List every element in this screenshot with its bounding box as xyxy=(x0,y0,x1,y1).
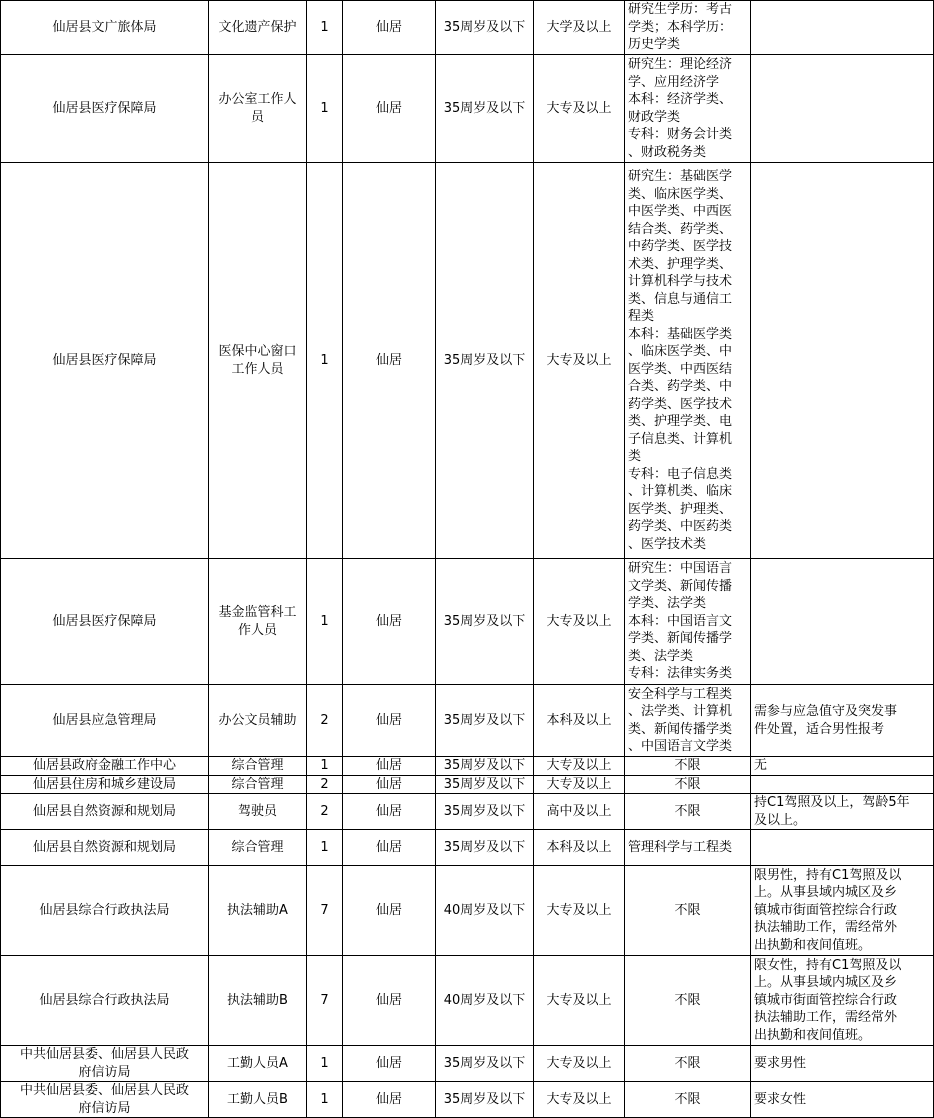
table-row xyxy=(1,685,934,757)
unit-cell: 仙居县自然资源和规划局 xyxy=(1,794,209,830)
unit-cell: 仙居县政府金融工作中心 xyxy=(1,757,209,776)
count-cell: 1 xyxy=(307,1,343,55)
age-cell: 40周岁及以下 xyxy=(436,956,534,1046)
count-cell: 1 xyxy=(307,1082,343,1118)
remark-cell xyxy=(751,830,934,866)
major-cell: 管理科学与工程类 xyxy=(625,830,751,866)
remark-cell xyxy=(751,163,934,559)
major-cell: 不限 xyxy=(625,866,751,956)
position-cell: 执法辅助A xyxy=(209,866,307,956)
major-cell: 不限 xyxy=(625,1082,751,1118)
table-row xyxy=(1,163,934,559)
count-cell: 1 xyxy=(307,559,343,685)
unit-cell: 仙居县文广旅体局 xyxy=(1,1,209,55)
remark-cell: 要求女性 xyxy=(751,1082,934,1118)
unit-cell: 仙居县医疗保障局 xyxy=(1,55,209,163)
location-cell: 仙居 xyxy=(343,559,436,685)
location-cell: 仙居 xyxy=(343,956,436,1046)
remark-cell xyxy=(751,1,934,55)
unit-cell: 仙居县综合行政执法局 xyxy=(1,866,209,956)
location-cell: 仙居 xyxy=(343,757,436,776)
count-cell: 7 xyxy=(307,866,343,956)
remark-cell xyxy=(751,775,934,794)
position-cell: 综合管理 xyxy=(209,775,307,794)
major-cell: 研究生学历：考古 学类；本科学历： 历史学类 xyxy=(625,1,751,55)
remark-cell: 持C1驾照及以上，驾龄5年 及以上。 xyxy=(751,794,934,830)
education-cell: 高中及以上 xyxy=(534,794,625,830)
location-cell: 仙居 xyxy=(343,775,436,794)
remark-cell xyxy=(751,559,934,685)
position-cell: 医保中心窗口 工作人员 xyxy=(209,163,307,559)
position-cell: 办公文员辅助 xyxy=(209,685,307,757)
education-cell: 大专及以上 xyxy=(534,1082,625,1118)
age-cell: 35周岁及以下 xyxy=(436,1,534,55)
education-cell: 大专及以上 xyxy=(534,163,625,559)
count-cell: 2 xyxy=(307,775,343,794)
table-row xyxy=(1,559,934,685)
location-cell: 仙居 xyxy=(343,866,436,956)
table-row xyxy=(1,866,934,956)
age-cell: 35周岁及以下 xyxy=(436,559,534,685)
location-cell: 仙居 xyxy=(343,1082,436,1118)
unit-cell: 仙居县住房和城乡建设局 xyxy=(1,775,209,794)
major-cell: 安全科学与工程类 、法学类、计算机 类、新闻传播学类 、中国语言文学类 xyxy=(625,685,751,757)
position-cell: 综合管理 xyxy=(209,757,307,776)
location-cell: 仙居 xyxy=(343,685,436,757)
unit-cell: 仙居县医疗保障局 xyxy=(1,163,209,559)
remark-cell: 限女性，持有C1驾照及以 上。从事县域内城区及乡 镇城市街面管控综合行政 执法辅助工作，需经常外 出执勤和夜间值班。 xyxy=(751,956,934,1046)
count-cell: 1 xyxy=(307,55,343,163)
location-cell: 仙居 xyxy=(343,55,436,163)
remark-cell: 无 xyxy=(751,757,934,776)
table-row xyxy=(1,775,934,794)
education-cell: 本科及以上 xyxy=(534,685,625,757)
count-cell: 2 xyxy=(307,685,343,757)
table-row xyxy=(1,830,934,866)
table-row xyxy=(1,1082,934,1118)
education-cell: 大专及以上 xyxy=(534,757,625,776)
position-cell: 综合管理 xyxy=(209,830,307,866)
age-cell: 35周岁及以下 xyxy=(436,55,534,163)
position-cell: 执法辅助B xyxy=(209,956,307,1046)
education-cell: 大专及以上 xyxy=(534,866,625,956)
unit-cell: 仙居县自然资源和规划局 xyxy=(1,830,209,866)
table-row xyxy=(1,757,934,776)
unit-cell: 中共仙居县委、仙居县人民政 府信访局 xyxy=(1,1082,209,1118)
education-cell: 大专及以上 xyxy=(534,55,625,163)
education-cell: 大专及以上 xyxy=(534,1046,625,1082)
count-cell: 1 xyxy=(307,757,343,776)
major-cell: 不限 xyxy=(625,794,751,830)
position-cell: 文化遗产保护 xyxy=(209,1,307,55)
education-cell: 大专及以上 xyxy=(534,956,625,1046)
remark-cell xyxy=(751,55,934,163)
age-cell: 40周岁及以下 xyxy=(436,866,534,956)
position-cell: 基金监管科工 作人员 xyxy=(209,559,307,685)
table-row xyxy=(1,794,934,830)
location-cell: 仙居 xyxy=(343,830,436,866)
education-cell: 大专及以上 xyxy=(534,775,625,794)
education-cell: 大专及以上 xyxy=(534,559,625,685)
age-cell: 35周岁及以下 xyxy=(436,1082,534,1118)
age-cell: 35周岁及以下 xyxy=(436,163,534,559)
major-cell: 研究生：基础医学 类、临床医学类、 中医学类、中西医 结合类、药学类、 中药学类、医学技 术类、护理学类、 计算机科学与技术 类、信息与通信工 程类 本科：基础医学类 、临床医学类、中 医学类、中西医结 合类、药学类、中 药学类、医学技术 类、护理学类、电 子信息类、计算机 类 专科：电子信息类 、计算机类、临床 医学类、护理类、 药学类、中医药类 、医学技术类 xyxy=(625,163,751,559)
count-cell: 1 xyxy=(307,163,343,559)
table-row xyxy=(1,1,934,55)
count-cell: 2 xyxy=(307,794,343,830)
position-cell: 办公室工作人 员 xyxy=(209,55,307,163)
count-cell: 7 xyxy=(307,956,343,1046)
remark-cell: 需参与应急值守及突发事 件处置，适合男性报考 xyxy=(751,685,934,757)
count-cell: 1 xyxy=(307,830,343,866)
age-cell: 35周岁及以下 xyxy=(436,775,534,794)
unit-cell: 仙居县综合行政执法局 xyxy=(1,956,209,1046)
age-cell: 35周岁及以下 xyxy=(436,794,534,830)
unit-cell: 中共仙居县委、仙居县人民政 府信访局 xyxy=(1,1046,209,1082)
major-cell: 不限 xyxy=(625,956,751,1046)
table-row xyxy=(1,55,934,163)
major-cell: 不限 xyxy=(625,757,751,776)
position-cell: 工勤人员B xyxy=(209,1082,307,1118)
major-cell: 研究生：中国语言 文学类、新闻传播 学类、法学类 本科：中国语言文 学类、新闻传播学 类、法学类 专科：法律实务类 xyxy=(625,559,751,685)
location-cell: 仙居 xyxy=(343,1,436,55)
age-cell: 35周岁及以下 xyxy=(436,830,534,866)
unit-cell: 仙居县应急管理局 xyxy=(1,685,209,757)
age-cell: 35周岁及以下 xyxy=(436,757,534,776)
age-cell: 35周岁及以下 xyxy=(436,685,534,757)
table-body xyxy=(1,1,934,1118)
education-cell: 本科及以上 xyxy=(534,830,625,866)
major-cell: 研究生：理论经济 学、应用经济学 本科：经济学类、 财政学类 专科：财务会计类 、财政税务类 xyxy=(625,55,751,163)
location-cell: 仙居 xyxy=(343,163,436,559)
count-cell: 1 xyxy=(307,1046,343,1082)
table-row xyxy=(1,956,934,1046)
table-row xyxy=(1,1046,934,1082)
major-cell: 不限 xyxy=(625,1046,751,1082)
location-cell: 仙居 xyxy=(343,1046,436,1082)
location-cell: 仙居 xyxy=(343,794,436,830)
position-cell: 工勤人员A xyxy=(209,1046,307,1082)
remark-cell: 限男性，持有C1驾照及以 上。从事县域内城区及乡 镇城市街面管控综合行政 执法辅助工作，需经常外 出执勤和夜间值班。 xyxy=(751,866,934,956)
major-cell: 不限 xyxy=(625,775,751,794)
unit-cell: 仙居县医疗保障局 xyxy=(1,559,209,685)
remark-cell: 要求男性 xyxy=(751,1046,934,1082)
position-cell: 驾驶员 xyxy=(209,794,307,830)
education-cell: 大学及以上 xyxy=(534,1,625,55)
age-cell: 35周岁及以下 xyxy=(436,1046,534,1082)
